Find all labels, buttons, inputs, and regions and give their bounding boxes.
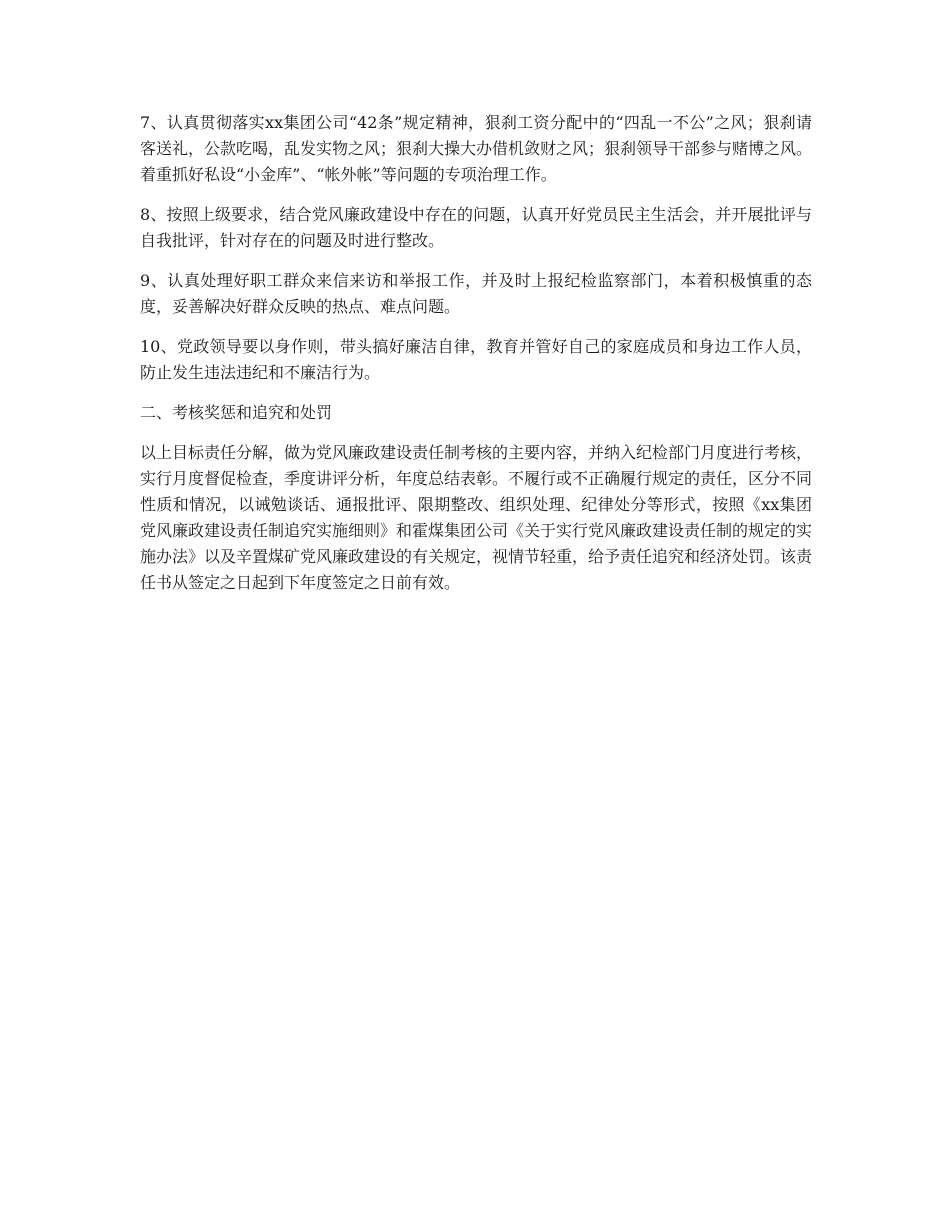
section-heading: 二、考核奖惩和追究和处罚 [140,403,333,422]
paragraph-item-7: 7、认真贯彻落实xx集团公司“42条”规定精神，狠刹工资分配中的“四乱一不公”之风；狠刹请客送礼，公款吃喝，乱发实物之风；狠刹大操大办借机敛财之风；狠刹领导干部参与赌博之风。着重抓好私设“小金库”、“帐外帐”等问题的专项治理工作。 [140,113,813,184]
paragraph-item-8: 8、按照上级要求，结合党风廉政建设中存在的问题，认真开好党员民主生活会，并开展批评与自我批评，针对存在的问题及时进行整改。 [140,205,812,250]
paragraph-assessment: 以上目标责任分解，做为党风廉政建设责任制考核的主要内容，并纳入纪检部门月度进行考核，实行月度督促检查，季度讲评分析，年度总结表彰。不履行或不正确履行规定的责任，区分不同性质和情况，以诫勉谈话、通报批评、限期整改、组织处理、纪律处分等形式，按照《xx集团党风廉政建设责任制追究实施细则》和霍煤集团公司《关于实行党风廉政建设责任制的规定的实施办法》以及辛置煤矿党风廉政建设的有关规定，视情节轻重，给予责任追究和经济处罚。该责任书从签定之日起到下年度签定之日前有效。 [140,443,813,592]
document-body [140,110,812,610]
paragraph-item-9: 9、认真处理好职工群众来信来访和举报工作，并及时上报纪检监察部门，本着积极慎重的态度，妥善解决好群众反映的热点、难点问题。 [140,271,812,316]
paragraph-item-10: 10、党政领导要以身作则，带头搞好廉洁自律，教育并管好自己的家庭成员和身边工作人员，防止发生违法违纪和不廉洁行为。 [140,337,812,382]
